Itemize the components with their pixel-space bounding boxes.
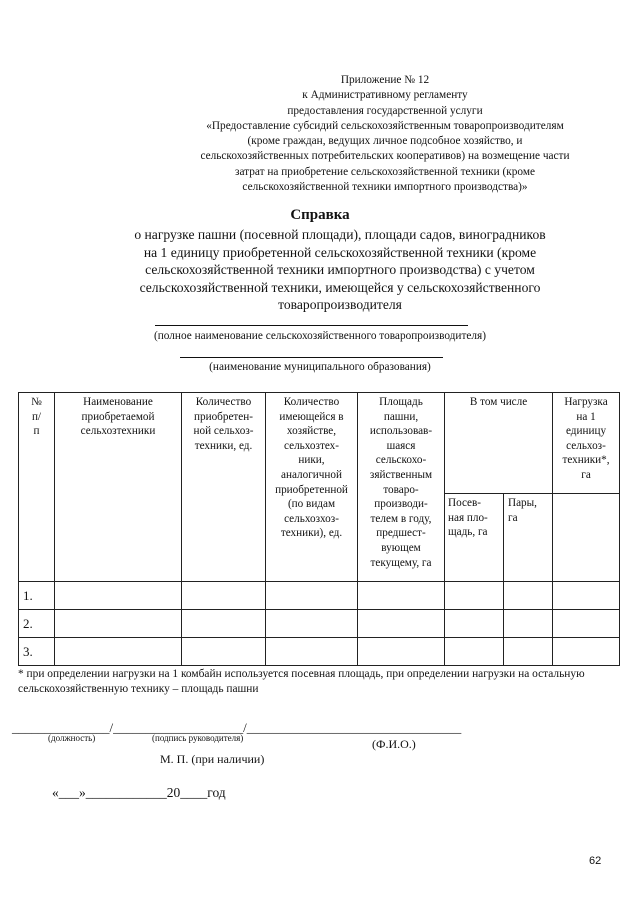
header-arable-area: Площадь пашни, использовав- шаяся сельскохо- зяйственным товаро- производи- телем в году, предшест- вующем текущему, га — [358, 393, 445, 582]
appendix-line: затрат на приобретение сельскохозяйственной техники (кроме — [234, 165, 535, 178]
table-cell[interactable] — [182, 610, 266, 638]
header-load-blank — [553, 494, 620, 582]
header-existing-qty: Количество имеющейся в хозяйстве, сельхозтех- ники, аналогичной приобретенной (по видам сельхозхоз- техники), ед. — [266, 393, 358, 582]
municipality-caption: (наименование муниципального образования) — [209, 361, 431, 373]
table-cell[interactable] — [504, 610, 553, 638]
header-fallow: Пары, га — [504, 494, 553, 582]
table-cell[interactable] — [358, 638, 445, 666]
table-cell[interactable] — [445, 638, 504, 666]
table-cell[interactable] — [445, 610, 504, 638]
signature-line: _______________/____________________/_________________________________ — [12, 720, 462, 735]
appendix-header — [150, 73, 620, 195]
appendix-line: предоставления государственной услуги — [287, 104, 483, 117]
table-cell[interactable] — [266, 610, 358, 638]
date-line: «___»____________20____год — [52, 785, 226, 800]
load-table — [18, 392, 620, 666]
header-sown-area: Посев- ная пло- щадь, га — [445, 494, 504, 582]
table-cell[interactable] — [266, 582, 358, 610]
table-cell[interactable] — [504, 638, 553, 666]
table-cell[interactable] — [358, 582, 445, 610]
header-number: № п/ п — [19, 393, 55, 582]
municipality-name-line — [180, 357, 443, 358]
header-including: В том числе — [445, 393, 553, 494]
table-cell[interactable] — [55, 582, 182, 610]
table-cell[interactable] — [504, 582, 553, 610]
table-cell[interactable] — [553, 582, 620, 610]
producer-caption: (полное наименование сельскохозяйственного товаропроизводителя) — [153, 330, 487, 342]
table-row — [19, 582, 620, 610]
table-cell[interactable] — [55, 610, 182, 638]
row-number: 2. — [19, 610, 55, 638]
header-purchased-qty: Количество приобретен- ной сельхоз- техники, ед. — [182, 393, 266, 582]
table-cell[interactable] — [553, 610, 620, 638]
appendix-line: Приложение № 12 — [340, 74, 430, 86]
document-title: Справка — [290, 207, 350, 223]
table-cell[interactable] — [182, 582, 266, 610]
appendix-line: «Предоставление субсидий сельскохозяйственным товаропроизводителям — [206, 119, 564, 132]
header-load: Нагрузка на 1 единицу сельхоз- техники*, га — [553, 393, 620, 494]
header-equipment-name: Наименование приобретаемой сельхозтехники — [55, 393, 182, 582]
row-number: 1. — [19, 582, 55, 610]
row-number: 3. — [19, 638, 55, 666]
table-cell[interactable] — [445, 582, 504, 610]
appendix-line: сельскохозяйственной техники импортного производства)» — [242, 181, 528, 194]
table-cell[interactable] — [182, 638, 266, 666]
stamp-caption: М. П. (при наличии) — [160, 752, 265, 766]
appendix-line: к Административному регламенту — [302, 89, 468, 102]
appendix-line: (кроме граждан, ведущих личное подсобное хозяйство, и — [247, 135, 523, 148]
table-cell[interactable] — [55, 638, 182, 666]
appendix-line: сельскохозяйственных потребительских кооперативов) на возмещение части — [200, 150, 570, 163]
footnote: * при определении нагрузки на 1 комбайн используется посевная площадь, при определении нагрузки на остальную сельскохозяйственную технику – площадь пашни — [18, 668, 585, 695]
producer-name-line — [155, 325, 468, 326]
subtitle-line: сельскохозяйственной техники, имеющейся у сельскохозяйственного — [139, 279, 541, 295]
subtitle-line: сельскохозяйственной техники импортного производства) с учетом — [145, 262, 535, 277]
subtitle-line: о нагрузке пашни (посевной площади), площади садов, виноградников — [134, 227, 546, 242]
page-number: 62 — [589, 855, 602, 867]
subtitle-line: на 1 единицу приобретенной сельскохозяйственной техники (кроме — [143, 244, 537, 260]
signature-caption: (подпись руководителя) — [152, 733, 244, 743]
table-cell[interactable] — [553, 638, 620, 666]
document-subtitle — [60, 226, 620, 314]
table-row — [19, 638, 620, 666]
table-cell[interactable] — [266, 638, 358, 666]
fio-caption: (Ф.И.О.) — [372, 737, 416, 751]
position-caption: (должность) — [48, 733, 96, 743]
table-row — [19, 610, 620, 638]
table-cell[interactable] — [358, 610, 445, 638]
subtitle-line: товаропроизводителя — [278, 297, 402, 312]
